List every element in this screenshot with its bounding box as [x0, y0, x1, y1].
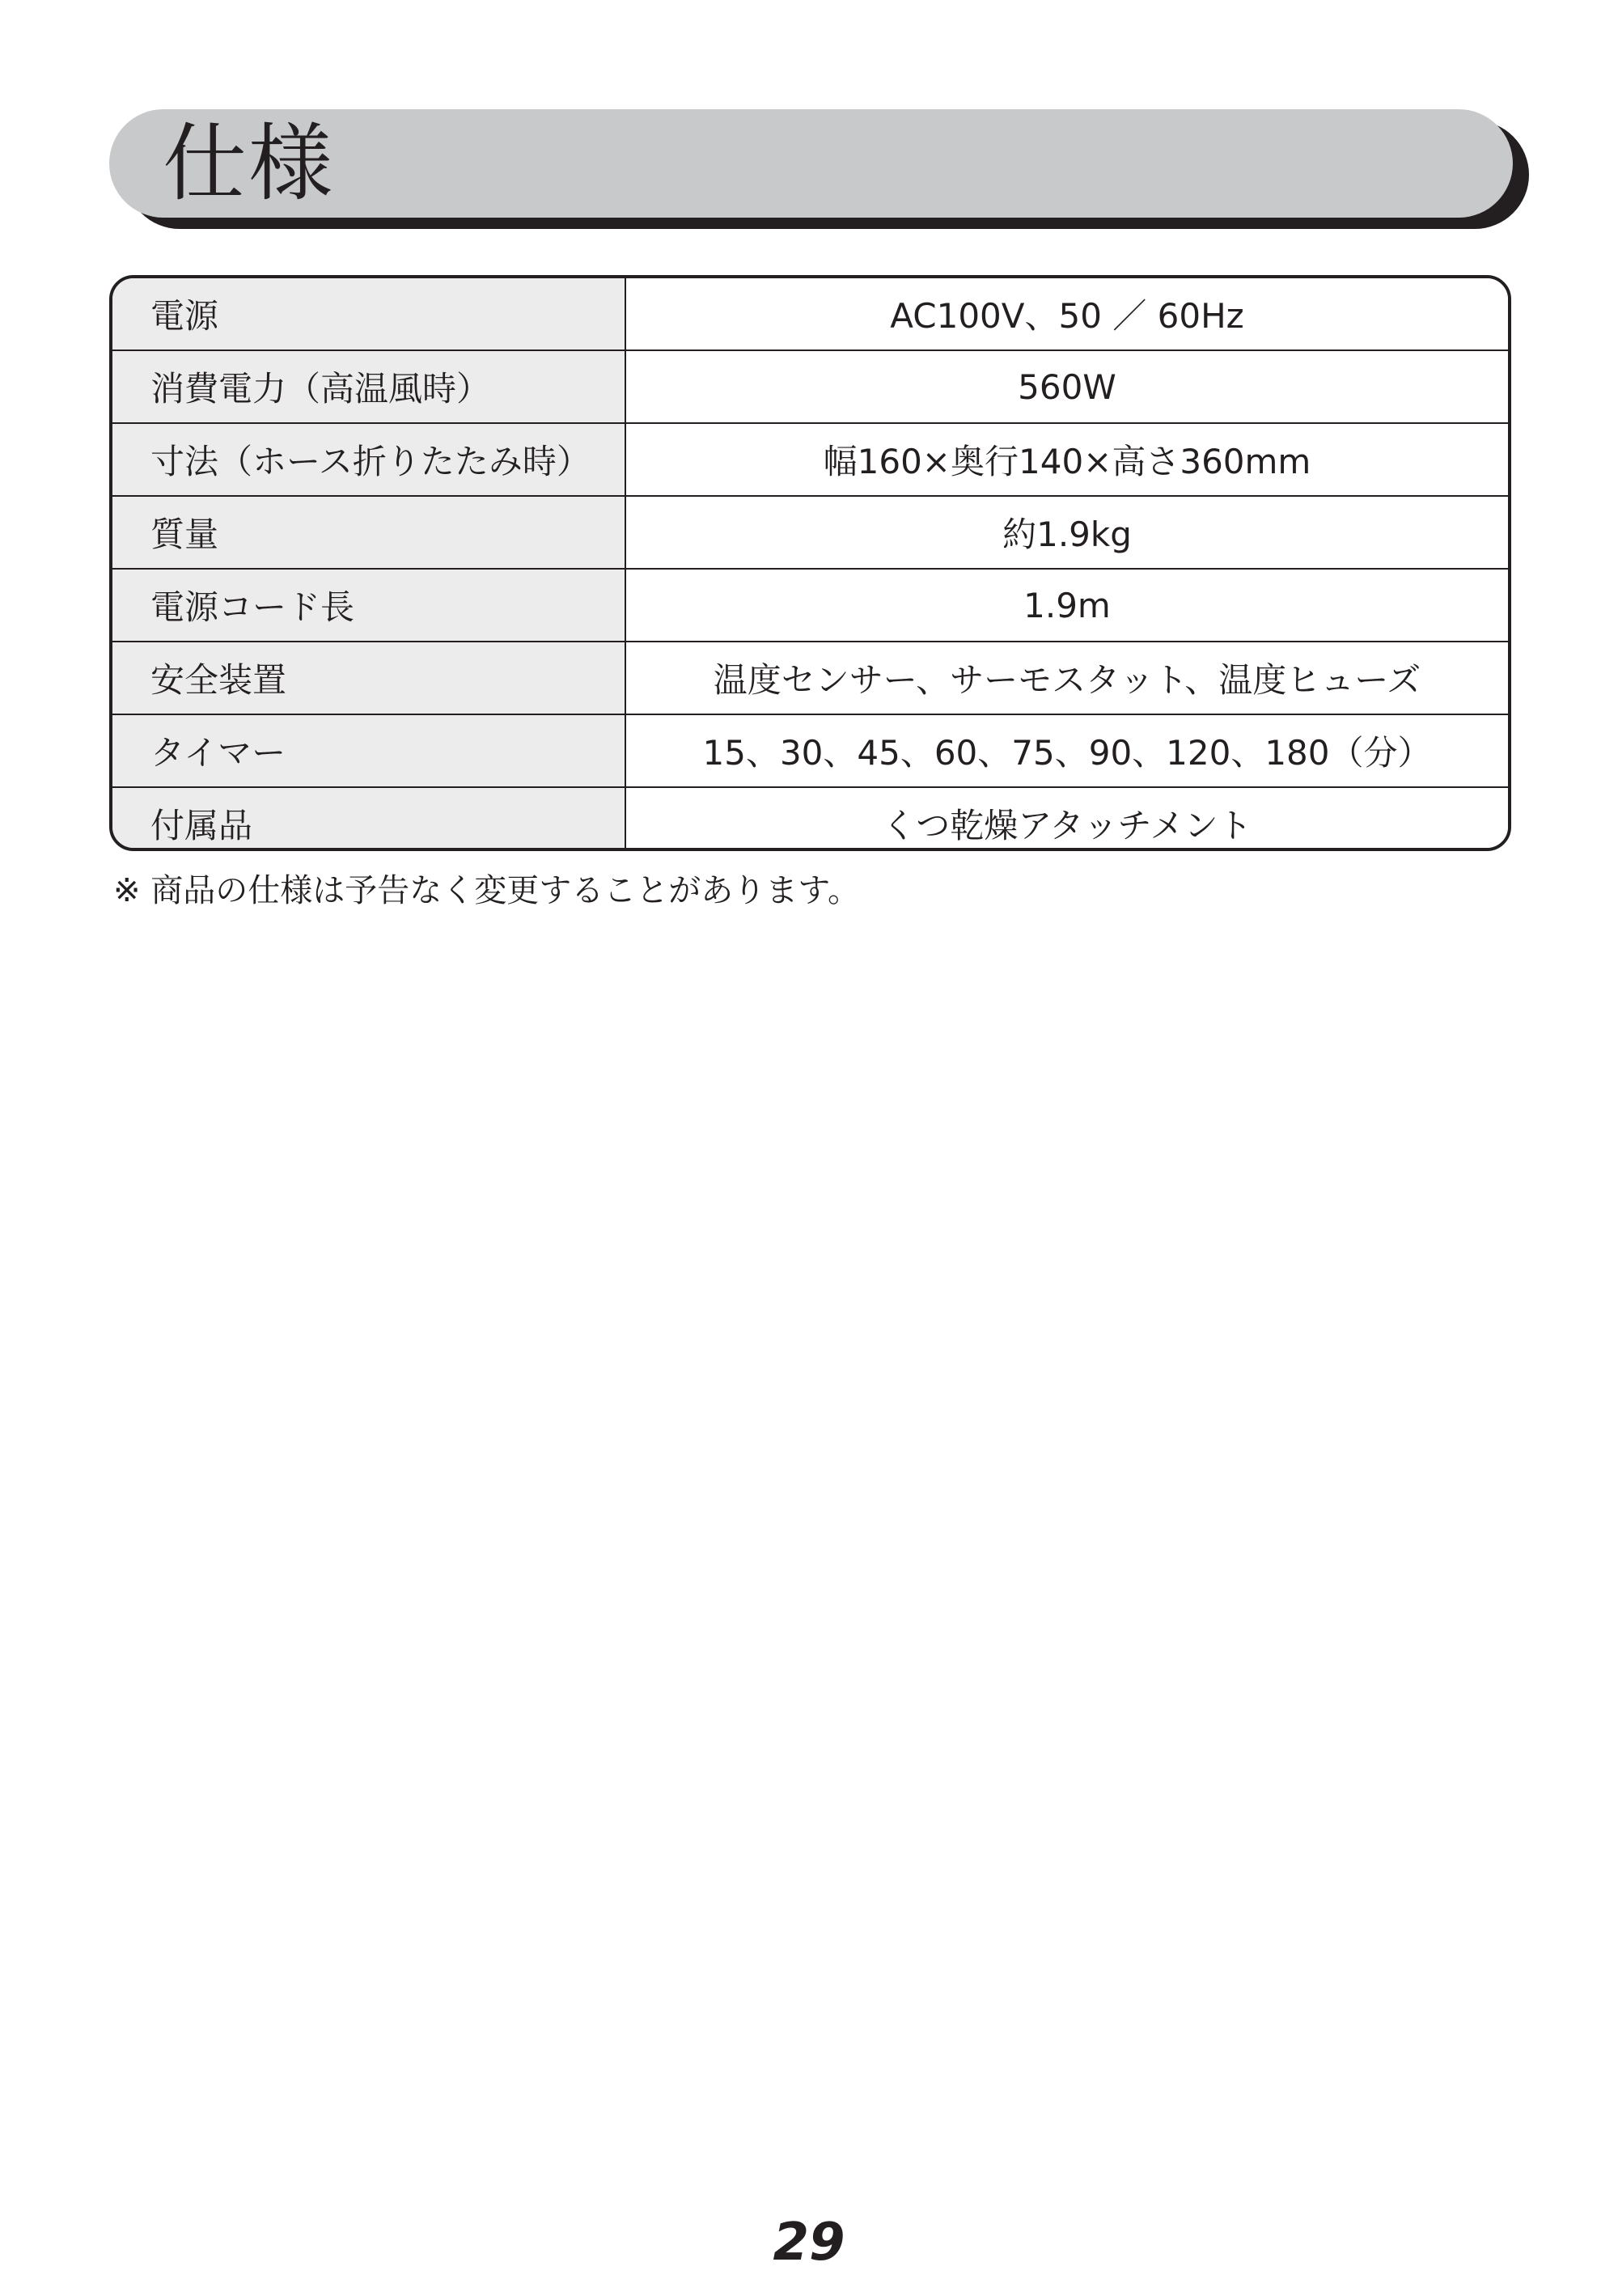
section-heading-banner — [109, 109, 1513, 218]
heading-banner-bar — [109, 109, 1513, 218]
spec-value: AC100V、50 ／ 60Hz — [625, 278, 1508, 350]
spec-table — [112, 278, 1508, 851]
spec-label: 電源 — [112, 278, 625, 350]
table-row — [112, 642, 1508, 714]
spec-footnote: ※ 商品の仕様は予告なく変更することがあります。 — [113, 872, 861, 909]
spec-label: 安全装置 — [112, 642, 625, 714]
spec-label: 寸法（ホース折りたたみ時） — [112, 423, 625, 496]
page-title: 仕様 — [163, 114, 335, 213]
table-row — [112, 496, 1508, 569]
page-number: 29 — [773, 2213, 845, 2273]
spec-table-container — [109, 275, 1511, 851]
table-row — [112, 423, 1508, 496]
spec-value: 幅160×奥行140×高さ360mm — [625, 423, 1508, 496]
table-row — [112, 787, 1508, 851]
table-row — [112, 714, 1508, 787]
spec-value: 15、30、45、60、75、90、120、180（分） — [625, 714, 1508, 787]
spec-value: 560W — [625, 350, 1508, 423]
table-row — [112, 350, 1508, 423]
spec-label: タイマー — [112, 714, 625, 787]
table-row — [112, 569, 1508, 642]
spec-value: 1.9m — [625, 569, 1508, 642]
spec-value: くつ乾燥アタッチメント — [625, 787, 1508, 851]
spec-label: 消費電力（高温風時） — [112, 350, 625, 423]
spec-value: 約1.9kg — [625, 496, 1508, 569]
spec-label: 付属品 — [112, 787, 625, 851]
spec-value: 温度センサー、サーモスタット、温度ヒューズ — [625, 642, 1508, 714]
table-row — [112, 278, 1508, 350]
spec-label: 電源コード長 — [112, 569, 625, 642]
spec-label: 質量 — [112, 496, 625, 569]
